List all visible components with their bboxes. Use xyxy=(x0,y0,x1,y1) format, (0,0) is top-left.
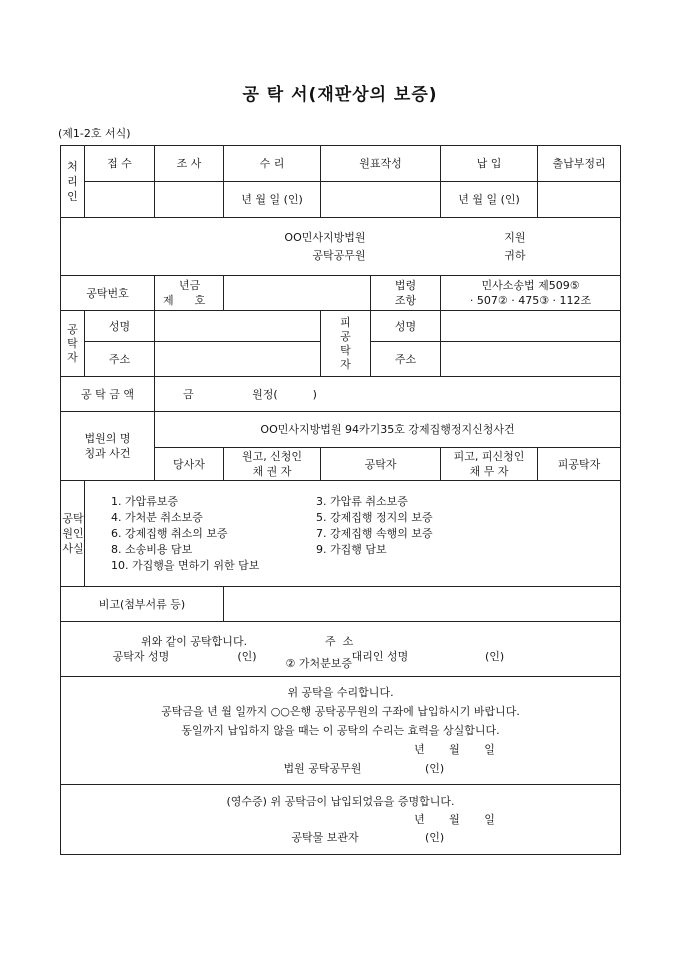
acceptance-line1: 위 공탁을 수리합니다. xyxy=(287,686,394,699)
depositor-label xyxy=(61,311,85,377)
processor-label-text: 처리인 xyxy=(67,160,78,203)
plaintiff-line2: 채 권 자 xyxy=(252,465,292,478)
processor-label xyxy=(61,146,85,218)
plaintiff-label xyxy=(224,448,321,481)
deposit-number-label: 공탁번호 xyxy=(61,276,155,311)
reason-label-text: 공탁원인사실 xyxy=(62,512,84,555)
reason-item-10[interactable]: 10. 가집행을 면하기 위한 담보 xyxy=(111,559,260,572)
cell-ledger-sign[interactable] xyxy=(321,182,441,218)
receipt-block xyxy=(61,785,621,855)
plaintiff-line1: 원고, 신청인 xyxy=(241,450,303,463)
header-examine: 조 사 xyxy=(155,146,224,182)
amount-suffix: 원정( ) xyxy=(252,387,317,401)
no-label: 제 호 xyxy=(163,294,206,307)
depositee-name-field[interactable] xyxy=(441,311,621,342)
reason-item-6[interactable]: 6. 강제집행 취소의 보증 xyxy=(111,527,228,540)
court-addressee xyxy=(61,218,621,276)
remarks-label: 비고(첨부서류 등) xyxy=(61,587,224,622)
reason-item-4[interactable]: 4. 가처분 취소보증 xyxy=(111,511,203,524)
reason-list: 1. 가압류보증 3. 가압류 취소보증 4. 가처분 취소보증 5. 강제집행 정지의 보증 6. 강제집행 취소의 보증 7. 강제집행 속행의 보증 8. 소송비용 담보 9. 가집행 담보 10. 가집행을 면하기 위한 담보 ② 가처분보증 xyxy=(85,481,621,587)
depositor-name-label: 성명 xyxy=(85,311,155,342)
declaration-name-label: 공탁자 성명 xyxy=(112,650,170,663)
reason-item-3[interactable]: 3. 가압류 취소보증 xyxy=(316,495,408,508)
header-receipt: 접 수 xyxy=(85,146,155,182)
acceptance-line3: 동일까지 납입하지 않을 때는 이 공탁의 수리는 효력을 상실합니다. xyxy=(181,724,500,737)
acceptance-seal: (인) xyxy=(425,762,445,775)
party-label: 당사자 xyxy=(155,448,224,481)
reason-item-1[interactable]: 1. 가압류보증 xyxy=(111,495,179,508)
depositee-label-text: 피공탁자 xyxy=(340,315,351,371)
acceptance-date: 년 월 일 xyxy=(414,743,495,756)
acceptance-block xyxy=(61,677,621,785)
depositee-address-label: 주소 xyxy=(371,342,441,377)
cell-receipt-sign[interactable] xyxy=(85,182,155,218)
case-name: OO민사지방법원 94카기35호 강제집행정지신청사건 xyxy=(155,412,621,448)
court-officer: 공탁공무원 xyxy=(312,249,366,262)
deposit-year-no-label xyxy=(155,276,224,311)
header-ledger: 원표작성 xyxy=(321,146,441,182)
reason-label xyxy=(61,481,85,587)
declaration-seal1: (인) xyxy=(237,650,257,663)
court-branch: 지원 xyxy=(504,231,526,244)
case-depositee-col: 피공탁자 xyxy=(538,448,621,481)
cell-payment-date[interactable]: 년 월 일 (인) xyxy=(441,182,538,218)
declaration-agent: 대리인 성명 xyxy=(351,650,409,663)
law-label-text: 법령조항 xyxy=(394,279,417,307)
defendant-line2: 채 무 자 xyxy=(469,465,509,478)
depositor-address-field[interactable] xyxy=(155,342,321,377)
header-accept: 수 리 xyxy=(224,146,321,182)
reason-item-7[interactable]: 7. 강제집행 속행의 보증 xyxy=(316,527,433,540)
remarks-field[interactable] xyxy=(224,587,621,622)
declaration-address: 주 소 xyxy=(325,635,354,648)
depositor-address-label: 주소 xyxy=(85,342,155,377)
reason-item-9[interactable]: 9. 가집행 담보 xyxy=(316,543,387,556)
depositee-name-label: 성명 xyxy=(371,311,441,342)
document-title: 공 탁 서(재판상의 보증) xyxy=(242,85,438,105)
receipt-seal: (인) xyxy=(425,830,445,844)
law-line1: 민사소송법 제509⑤ xyxy=(481,279,580,292)
amount-label: 공 탁 금 액 xyxy=(61,377,155,412)
cell-examine-sign[interactable] xyxy=(155,182,224,218)
deposit-form-table xyxy=(60,145,621,855)
amount-field[interactable] xyxy=(155,377,621,412)
form-number: (제1-2호 서식) xyxy=(58,127,131,140)
amount-prefix: 금 xyxy=(183,387,194,401)
header-payment: 납 입 xyxy=(441,146,538,182)
court-name: OO민사지방법원 xyxy=(284,231,366,244)
defendant-line1: 피고, 피신청인 xyxy=(453,450,525,463)
law-label xyxy=(371,276,441,311)
reason-item-5[interactable]: 5. 강제집행 정지의 보증 xyxy=(316,511,433,524)
receipt-custodian: 공탁물 보관자 xyxy=(291,830,359,844)
case-depositor-col: 공탁자 xyxy=(321,448,441,481)
law-value xyxy=(441,276,621,311)
receipt-line1: (영수증) 위 공탁금이 납입되었음을 증명합니다. xyxy=(226,794,455,808)
depositor-name-field[interactable] xyxy=(155,311,321,342)
deposit-number-field[interactable] xyxy=(224,276,371,311)
declaration-seal2: (인) xyxy=(485,650,505,663)
declaration-line1: 위와 같이 공탁합니다. xyxy=(140,635,248,648)
court-honorific: 귀하 xyxy=(504,249,526,262)
header-cashbook: 출납부정리 xyxy=(538,146,621,182)
depositee-address-field[interactable] xyxy=(441,342,621,377)
defendant-label xyxy=(441,448,538,481)
law-line2: · 507② · 475③ · 112조 xyxy=(469,294,592,307)
case-label-line2: 칭과 사건 xyxy=(84,447,131,460)
depositee-label xyxy=(321,311,371,377)
receipt-date: 년 월 일 xyxy=(414,812,495,826)
cell-accept-date[interactable]: 년 월 일 (인) xyxy=(224,182,321,218)
acceptance-officer: 법원 공탁공무원 xyxy=(283,762,362,775)
cell-cashbook-sign[interactable] xyxy=(538,182,621,218)
year-label: 년금 xyxy=(179,279,201,292)
case-label-line1: 법원의 명 xyxy=(84,432,131,445)
case-label xyxy=(61,412,155,481)
depositor-label-text: 공탁자 xyxy=(67,322,78,364)
reason-item-8[interactable]: 8. 소송비용 담보 xyxy=(111,543,193,556)
acceptance-line2: 공탁금을 년 월 일까지 ○○은행 공탁공무원의 구좌에 납입하시기 바랍니다. xyxy=(161,705,520,718)
